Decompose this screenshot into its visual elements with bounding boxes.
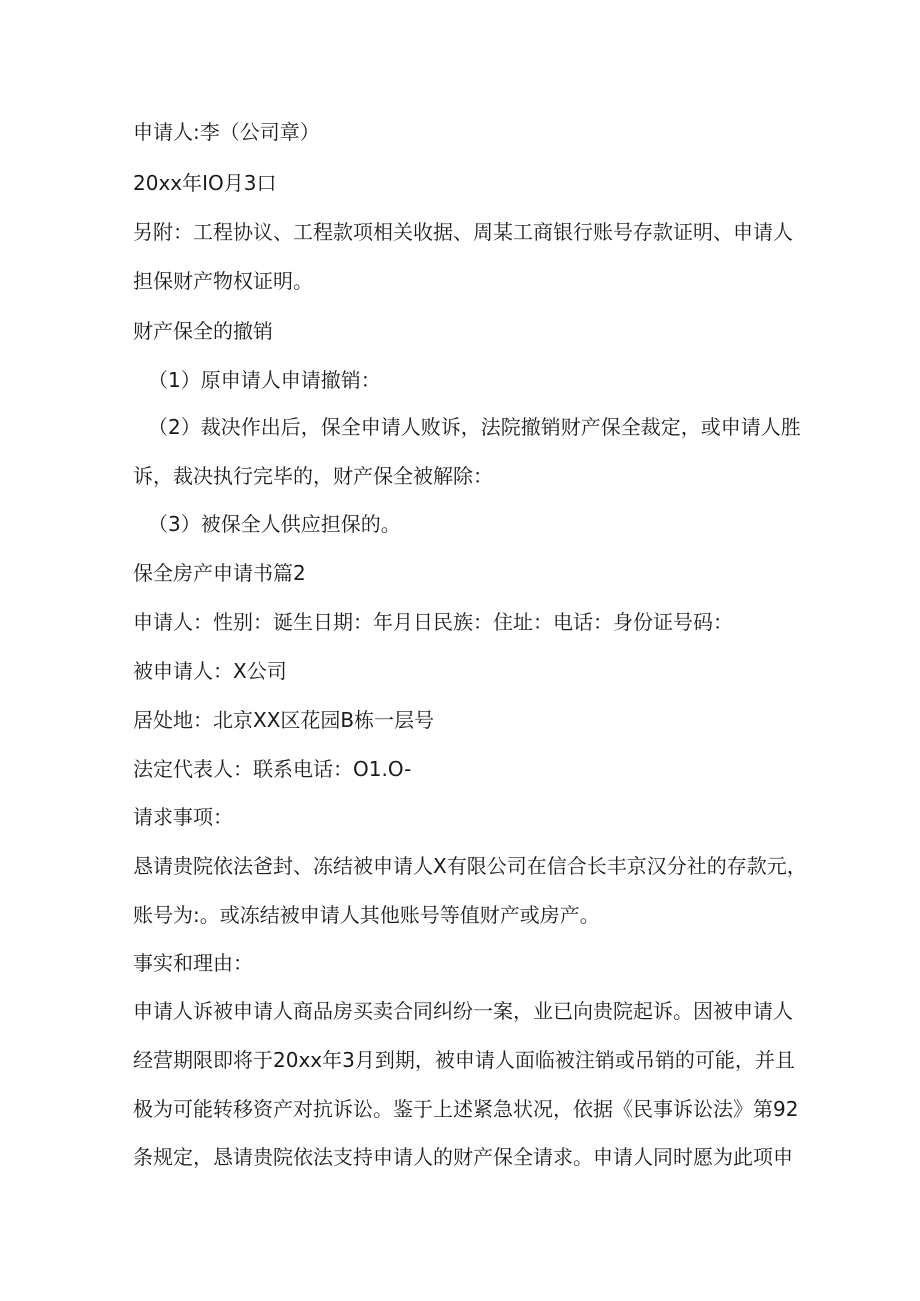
list-item-1: （1）原申请人申请撤销： [148,368,381,392]
attachments-line-2: 担保财产物权证明。 [133,269,313,293]
facts-line-4: 条规定，恳请贵院依法支持申请人的财产保全请求。申请人同时愿为此项申 [133,1145,793,1169]
applicant-signature-line: 申请人:李（公司章） [133,120,320,144]
date-line: 20xx年IO月3口 [133,171,277,195]
facts-heading: 事实和理由： [133,951,253,975]
request-line-2: 账号为:。或冻结被申请人其他账号等值财产或房产。 [133,903,600,927]
list-item-2-line-2: 诉，裁决执行完毕的，财产保全被解除： [133,464,493,488]
attachments-line-1: 另附：工程协议、工程款项相关收据、周某工商银行账号存款证明、申请人 [133,220,793,244]
request-line-1: 恳请贵院依法爸封、冻结被申请人X有限公司在信合长丰京汉分社的存款元， [133,854,807,878]
list-item-2-line-1: （2）裁决作出后，保全申请人败诉，法院撤销财产保全裁定，或申请人胜 [148,415,801,439]
applicant-info-line: 申请人：性别：诞生日期：年月日民族：住址：电话：身份证号码： [133,610,733,634]
facts-line-3: 极为可能转移资产对抗诉讼。鉴于上述紧急状况，依据《民事诉讼法》第92 [133,1097,799,1121]
facts-line-1: 申请人诉被申请人商品房买卖合同纠纷一案，业已向贵院起诉。因被申请人 [133,999,793,1023]
residence-line: 居处地：北京XX区花园B栋一层号 [133,708,435,732]
respondent-line: 被申请人：X公司 [133,659,287,683]
list-item-3: （3）被保全人供应担保的。 [148,512,401,536]
request-heading: 请求事项： [133,805,233,829]
facts-line-2: 经营期限即将于20xx年3月到期，被申请人面临被注销或吊销的可能，并且 [133,1048,795,1072]
section-heading-application-2: 保全房产申请书篇2 [133,561,306,585]
section-heading-revocation: 财产保全的撤销 [133,319,273,343]
legal-representative-line: 法定代表人：联系电话：O1.O- [133,757,412,781]
